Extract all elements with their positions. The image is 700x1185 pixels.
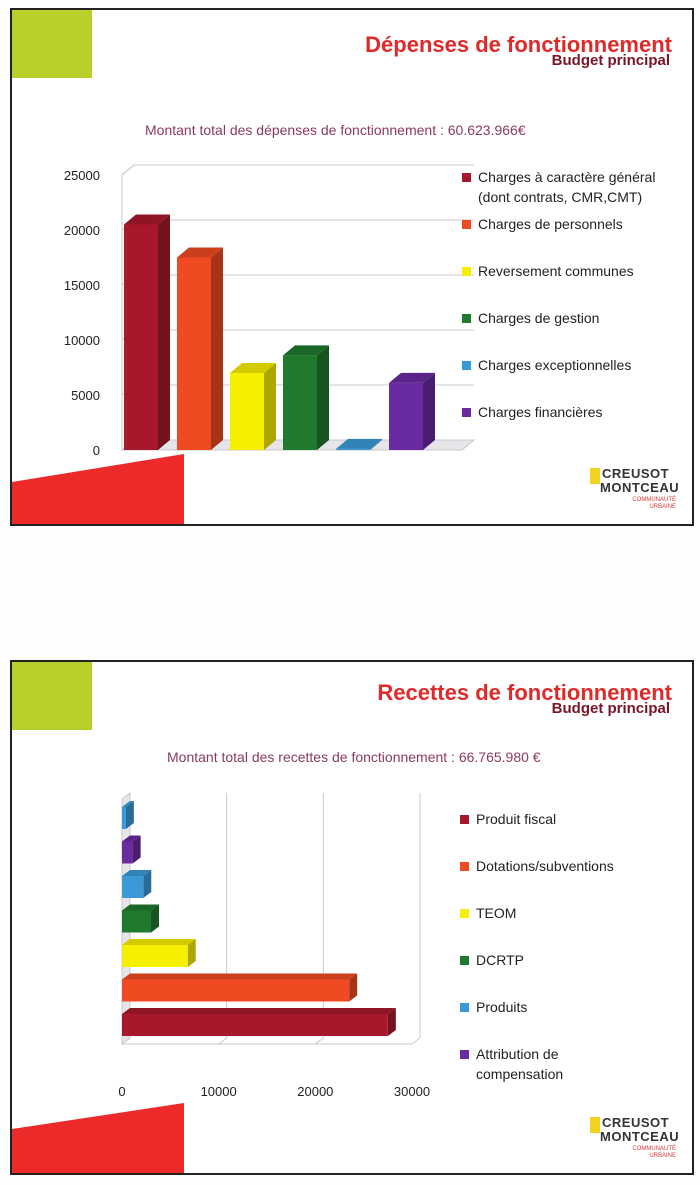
y-tick-label: 15000 <box>63 278 100 293</box>
legend-swatch <box>462 173 471 182</box>
legend-swatch <box>462 267 471 276</box>
chart-title: Recettes de fonctionnement <box>377 680 672 705</box>
total-amount-text: Montant total des dépenses de fonctionnement : 60.623.966€ <box>145 122 526 138</box>
y-tick-label: 5000 <box>71 388 100 403</box>
gridline <box>122 330 474 340</box>
chart-title: Dépenses de fonctionnement <box>365 32 672 57</box>
legend-swatch <box>462 314 471 323</box>
gridline <box>122 220 474 230</box>
total-amount-text: Montant total des recettes de fonctionnement : 66.765.980 € <box>167 749 541 765</box>
legend-swatch <box>460 956 469 965</box>
legend-label: (dont contrats, CMR,CMT) <box>478 189 643 205</box>
x-tick-label: 30000 <box>393 1084 431 1099</box>
bar <box>283 345 329 450</box>
legend-label: DCRTP <box>476 952 524 968</box>
legend-label: Charges exceptionnelles <box>478 357 632 373</box>
legend-label: Charges de gestion <box>478 310 600 326</box>
y-tick-label: 0 <box>92 443 100 458</box>
x-tick-label: 20000 <box>297 1084 334 1099</box>
legend-label: TEOM <box>476 905 517 921</box>
creusot-montceau-logo: CREUSOT MONTCEAU COMMUNAUTÉ URBAINE <box>590 1115 686 1167</box>
y-tick-label: 20000 <box>63 223 100 238</box>
legend-label: Attribution de <box>476 1046 559 1062</box>
bar <box>122 905 159 933</box>
legend-swatch <box>460 1050 469 1059</box>
recettes-bar-chart <box>12 662 694 1175</box>
legend-swatch <box>460 815 469 824</box>
x-tick-label: 0 <box>118 1084 126 1099</box>
legend-label: Dotations/subventions <box>476 858 614 874</box>
bar <box>122 974 357 1002</box>
legend-swatch <box>460 862 469 871</box>
gridline <box>122 275 474 285</box>
gridline <box>219 793 227 1044</box>
legend-label: Produits <box>476 999 528 1015</box>
slide-recettes <box>10 660 694 1175</box>
legend-swatch <box>460 1003 469 1012</box>
legend-label: Charges de personnels <box>478 216 623 232</box>
legend-label: Charges à caractère général <box>478 169 656 185</box>
gridline <box>412 793 420 1044</box>
chart-subtitle: Budget principal <box>551 700 670 717</box>
depenses-bar-chart <box>12 10 694 526</box>
legend-swatch <box>460 909 469 918</box>
bar <box>122 836 141 864</box>
bar <box>177 248 223 451</box>
legend-label: Reversement communes <box>478 263 634 279</box>
bar <box>389 373 435 450</box>
slide-depenses <box>10 8 694 526</box>
bar <box>230 363 276 450</box>
legend-swatch <box>462 361 471 370</box>
gridline <box>122 165 474 175</box>
bar <box>124 215 170 451</box>
legend-swatch <box>462 220 471 229</box>
bar <box>122 1008 396 1036</box>
bar <box>122 870 151 898</box>
chart-subtitle: Budget principal <box>551 52 670 69</box>
legend-label: Charges financières <box>478 404 603 420</box>
bar <box>122 939 196 967</box>
y-tick-label: 10000 <box>63 333 100 348</box>
y-tick-label: 25000 <box>63 168 100 183</box>
creusot-montceau-logo: CREUSOT MONTCEAU COMMUNAUTÉ URBAINE <box>590 466 686 518</box>
gridline <box>315 793 323 1044</box>
legend-swatch <box>462 408 471 417</box>
legend-label: Produit fiscal <box>476 811 557 827</box>
x-tick-label: 10000 <box>200 1084 237 1099</box>
legend-label: compensation <box>476 1066 564 1082</box>
